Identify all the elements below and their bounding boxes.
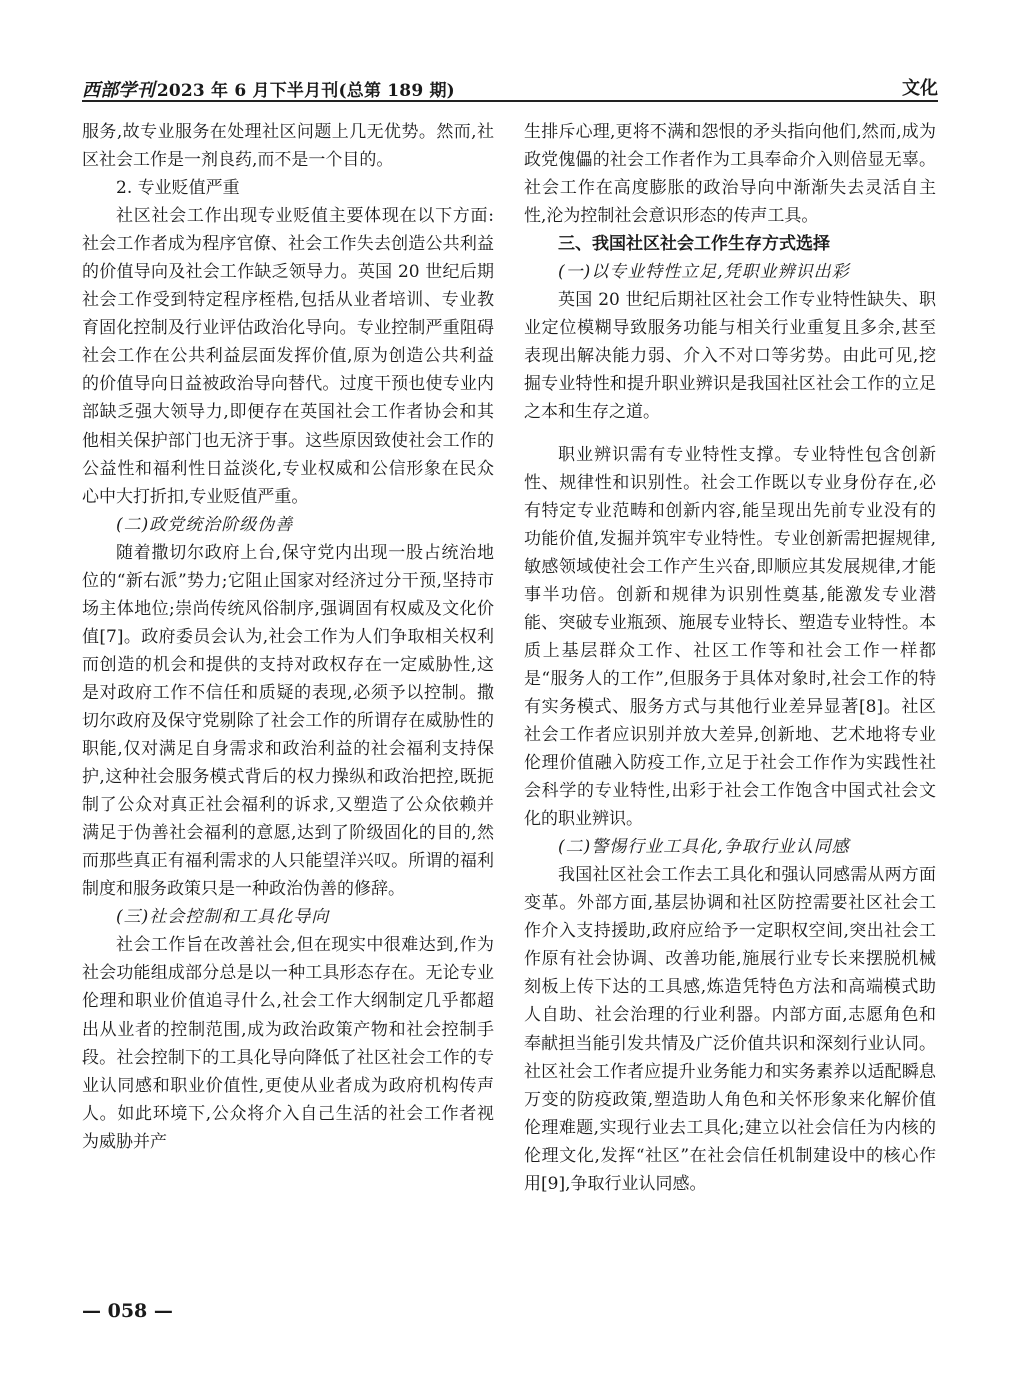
issue-info: 2023 年 6 月下半月刊(总第 189 期) bbox=[156, 81, 455, 101]
paragraph: 随着撒切尔政府上台,保守党内出现一股占统治地位的“新右派”势力;它阻止国家对经济过分干预,坚持市场主体地位;崇尚传统风俗制序,强调固有权威及文化价值[7]。政府委员会认为,社会工作为人们争取相关权利而创造的机会和提供的支持对政权存在一定威胁性,这是对政府工作不信任和质疑的表现,必须予以控制。撒切尔政府及保守党剔除了社会工作的所谓存在威胁性的职能,仅对满足自身需求和政治利益的社会福利支持保护,这种社会服务模式背后的权力操纵和政治把控,既扼制了公众对真正社会福利的诉求,又塑造了公众依赖并满足于伪善社会福利的意愿,达到了阶级固化的目的,然而那些真正有福利需求的人只能望洋兴叹。所谓的福利制度和服务政策只是一种政治伪善的修辞。 bbox=[82, 542, 494, 900]
paragraph: 社区社会工作出现专业贬值主要体现在以下方面:社会工作者成为程序官僚、社会工作失去创造公共利益的价值导向及社会工作缺乏领导力。英国 20 世纪后期社会工作受到特定程序桎梏,包括从业者培训、专业教育固化控制及行业评估政治化导向。专业控制严重阻碍社会工作在公共利益层面发挥价值,原为创造公共利益的价值导向日益被政治导向替代。过度干预也使专业内部缺乏强大领导力,即便存在英国社会工作者协会和其他相关保护部门也无济于事。这些原因致使社会工作的公益性和福利性日益淡化,专业权威和公信形象在民众心中大打折扣,专业贬值严重。 bbox=[82, 206, 494, 507]
subsection-heading: (二)警惕行业工具化,争取行业认同感 bbox=[558, 837, 850, 858]
right-column bbox=[524, 118, 936, 1198]
journal-name: 西部学刊 bbox=[82, 80, 155, 101]
running-header bbox=[82, 70, 938, 102]
paragraph: 职业辨识需有专业特性支撑。专业特性包含创新性、规律性和识别性。社会工作既以专业身份存在,必有特定专业范畴和创新内容,能呈现出先前专业没有的功能价值,发掘并筑牢专业特性。专业创新需把握规律,敏感领域使社会工作产生兴奋,即顺应其发展规律,才能事半功倍。创新和规律为识别性奠基,能激发专业潜能、突破专业瓶颈、施展专业特长、塑造专业特性。本质上基层群众工作、社区工作等和社会工作一样都是“服务人的工作”,但服务于具体对象时,社会工作的特有实务模式、服务方式与其他行业差异显著[8]。社区社会工作者应识别并放大差异,创新地、艺术地将专业伦理价值融入防疫工作,立足于社会工作作为实践性社会科学的专业特性,出彩于社会工作饱含中国式社会文化的职业辨识。 bbox=[524, 444, 936, 830]
journal-issue-line bbox=[82, 76, 455, 102]
subsection-heading: (一)以专业特性立足,凭职业辨识出彩 bbox=[558, 262, 850, 283]
subsection-heading: 2. 专业贬值严重 bbox=[116, 178, 240, 199]
subsection-heading: (二)政党统治阶级伪善 bbox=[116, 514, 294, 535]
subsection-heading: (三)社会控制和工具化导向 bbox=[116, 907, 330, 928]
section-label: 文化 bbox=[902, 78, 938, 99]
left-column bbox=[82, 118, 494, 1156]
paragraph: 我国社区社会工作去工具化和强认同感需从两方面变革。外部方面,基层协调和社区防控需要社区社会工作介入支持援助,政府应给予一定职权空间,突出社会工作原有社会协调、改善功能,施展行业专长来摆脱机械刻板上传下达的工具感,炼造凭特色方法和高端模式助人自助、社会治理的行业利器。内部方面,志愿角色和奉献担当能引发共情及广泛价值共识和深刻行业认同。社区社会工作者应提升业务能力和实务素养以适配瞬息万变的防疫政策,塑造助人角色和关怀形象来化解价值伦理难题,实现行业去工具化;建立以社会信任为内核的伦理文化,发挥“社区”在社会信任机制建设中的核心作用[9],争取行业认同感。 bbox=[524, 865, 936, 1194]
paragraph: 社会工作旨在改善社会,但在现实中很难达到,作为社会功能组成部分总是以一种工具形态存在。无论专业伦理和职业价值追寻什么,社会工作大纲制定几乎都超出从业者的控制范围,成为政治政策产物和社会控制手段。社会控制下的工具化导向降低了社区社会工作的专业认同感和职业价值性,更使从业者成为政府机构传声人。如此环境下,公众将介入自己生活的社会工作者视为威胁并产 bbox=[82, 935, 494, 1152]
paragraph: 服务,故专业服务在处理社区问题上几无优势。然而,社区社会工作是一剂良药,而不是一个目的。 bbox=[82, 122, 494, 171]
paragraph: 生排斥心理,更将不满和怨恨的矛头指向他们,然而,成为政党傀儡的社会工作者作为工具奉命介入则倍显无辜。社会工作在高度膨胀的政治导向中渐渐失去灵活自主性,沦为控制社会意识形态的传声工具。 bbox=[524, 122, 936, 227]
paragraph-gap bbox=[524, 427, 936, 441]
section-heading: 三、我国社区社会工作生存方式选择 bbox=[558, 234, 830, 255]
page-number: — 058 — bbox=[82, 1300, 173, 1322]
paragraph: 英国 20 世纪后期社区社会工作专业特性缺失、职业定位模糊导致服务功能与相关行业重复且多余,甚至表现出解决能力弱、介入不对口等劣势。由此可见,挖掘专业特性和提升职业辨识是我国社区社会工作的立足之本和生存之道。 bbox=[524, 290, 936, 423]
